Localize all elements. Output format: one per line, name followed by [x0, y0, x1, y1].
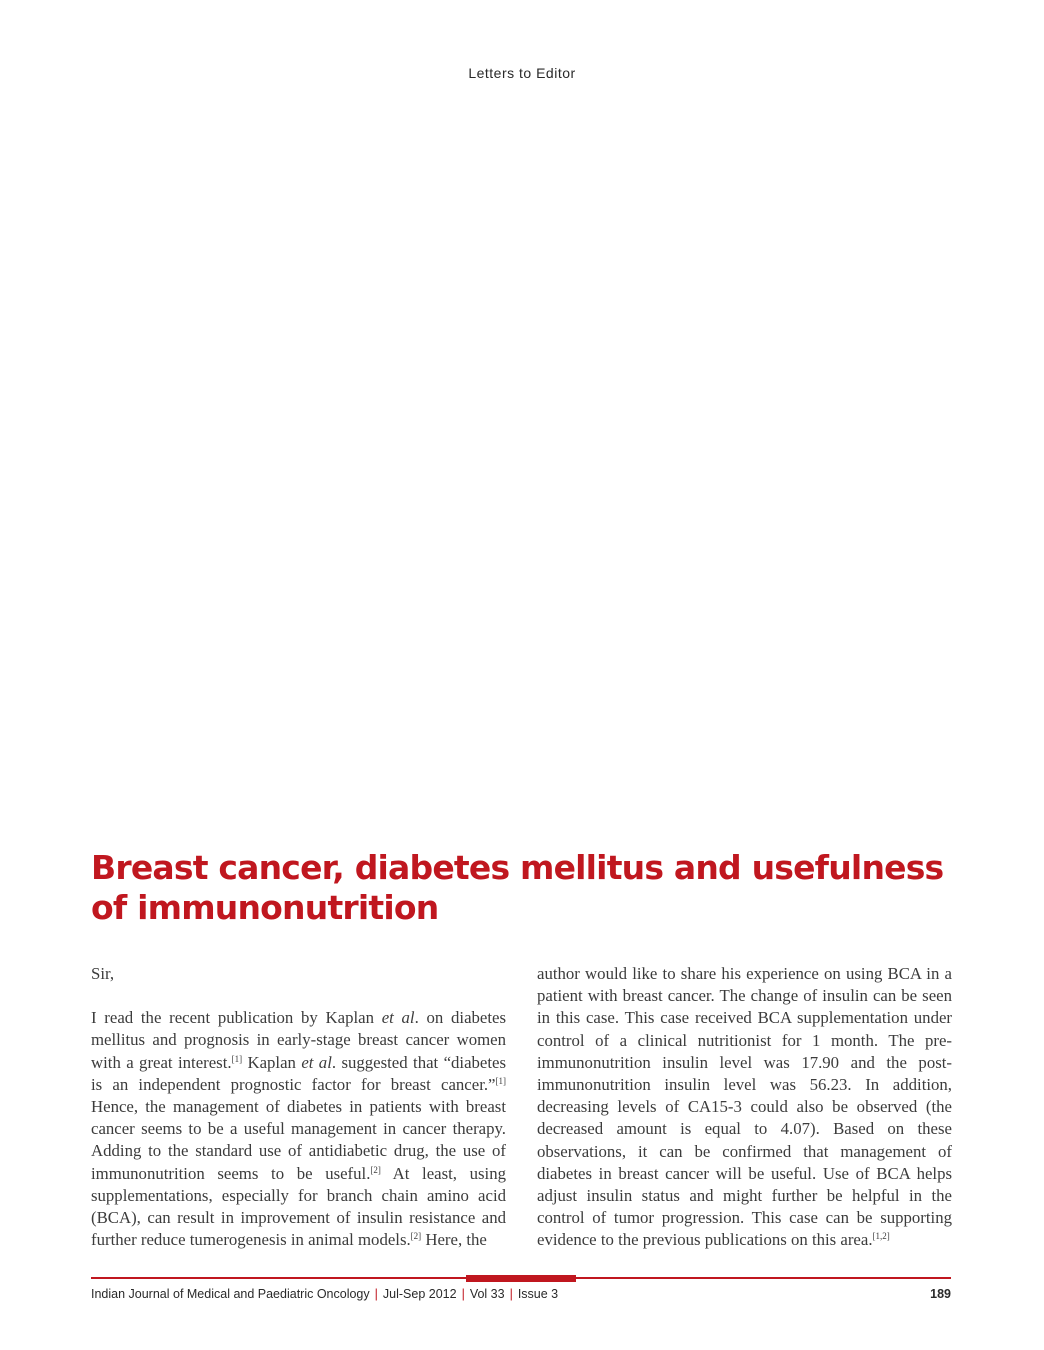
volume: Vol 33	[469, 1287, 505, 1301]
issue-number: Issue 3	[517, 1287, 559, 1301]
text-run: . suggested that “diabetes is an independent prognostic factor for breast cancer.”	[91, 1052, 507, 1094]
body-paragraph-left	[91, 1007, 506, 1251]
text-run: Hence, the management of diabetes in patients with breast cancer seems to be a useful management in cancer therapy. Adding to the standard use of antidiabetic drug, the use of immunonutrition seems to be useful.	[91, 1097, 506, 1183]
text-run: . on diabetes mellitus and prognosis in early-stage breast cancer women with a great interest.	[91, 1008, 507, 1072]
page-number: 189	[930, 1287, 951, 1301]
journal-name: Indian Journal of Medical and Paediatric Oncology	[91, 1287, 370, 1301]
text-run: Kaplan	[242, 1052, 302, 1072]
citation-ref: [1]	[495, 1075, 506, 1086]
text-run: Here, the	[421, 1230, 487, 1250]
text-run: author would like to share his experience on using BCA in a patient with breast cancer. The change of insulin can be seen in this case. This case received BCA supplementation under control of a clinical nutritionist for 1 month. The pre-immunonutrition insulin level was 17.90 and the post-immunonutrition insulin level was 56.23. In addition, decreasing levels of CA15-3 could also be observed (the decreased amount is equal to 4.07). Based on these observations, it can be confirmed that management of diabetes in breast cancer will be useful. Use of BCA helps adjust insulin status and might further be helpful in the control of tumor progression. This case can be supporting evidence to the previous publications on this area.	[537, 964, 952, 1250]
et-al: et al	[301, 1052, 332, 1072]
text-run: I read the recent publication by Kaplan	[91, 1008, 382, 1028]
et-al: et al	[381, 1008, 415, 1028]
article-title: Breast cancer, diabetes mellitus and usefulness of immunonutrition	[91, 848, 944, 927]
footer-separator: |	[509, 1287, 513, 1301]
citation-ref: [2]	[370, 1164, 381, 1175]
citation-ref: [2]	[410, 1231, 422, 1242]
citation-ref: [1]	[231, 1053, 243, 1064]
citation-ref: [1,2]	[872, 1231, 890, 1242]
salutation: Sir,	[91, 964, 115, 983]
issue-date: Jul-Sep 2012	[382, 1287, 457, 1301]
journal-citation	[91, 1287, 558, 1301]
footer-accent-tab	[466, 1275, 576, 1282]
body-column-left	[91, 963, 506, 1251]
section-label: Letters to Editor	[468, 65, 576, 81]
footer-separator: |	[461, 1287, 465, 1301]
body-column-right	[537, 963, 952, 1252]
text-run: At least, using supplementations, especially for branch chain amino acid (BCA), can result in improvement of insulin resistance and further reduce tumerogenesis in animal models.	[91, 1163, 506, 1250]
body-paragraph-right	[537, 963, 952, 1252]
page-footer	[91, 1287, 951, 1305]
footer-separator: |	[374, 1287, 378, 1301]
